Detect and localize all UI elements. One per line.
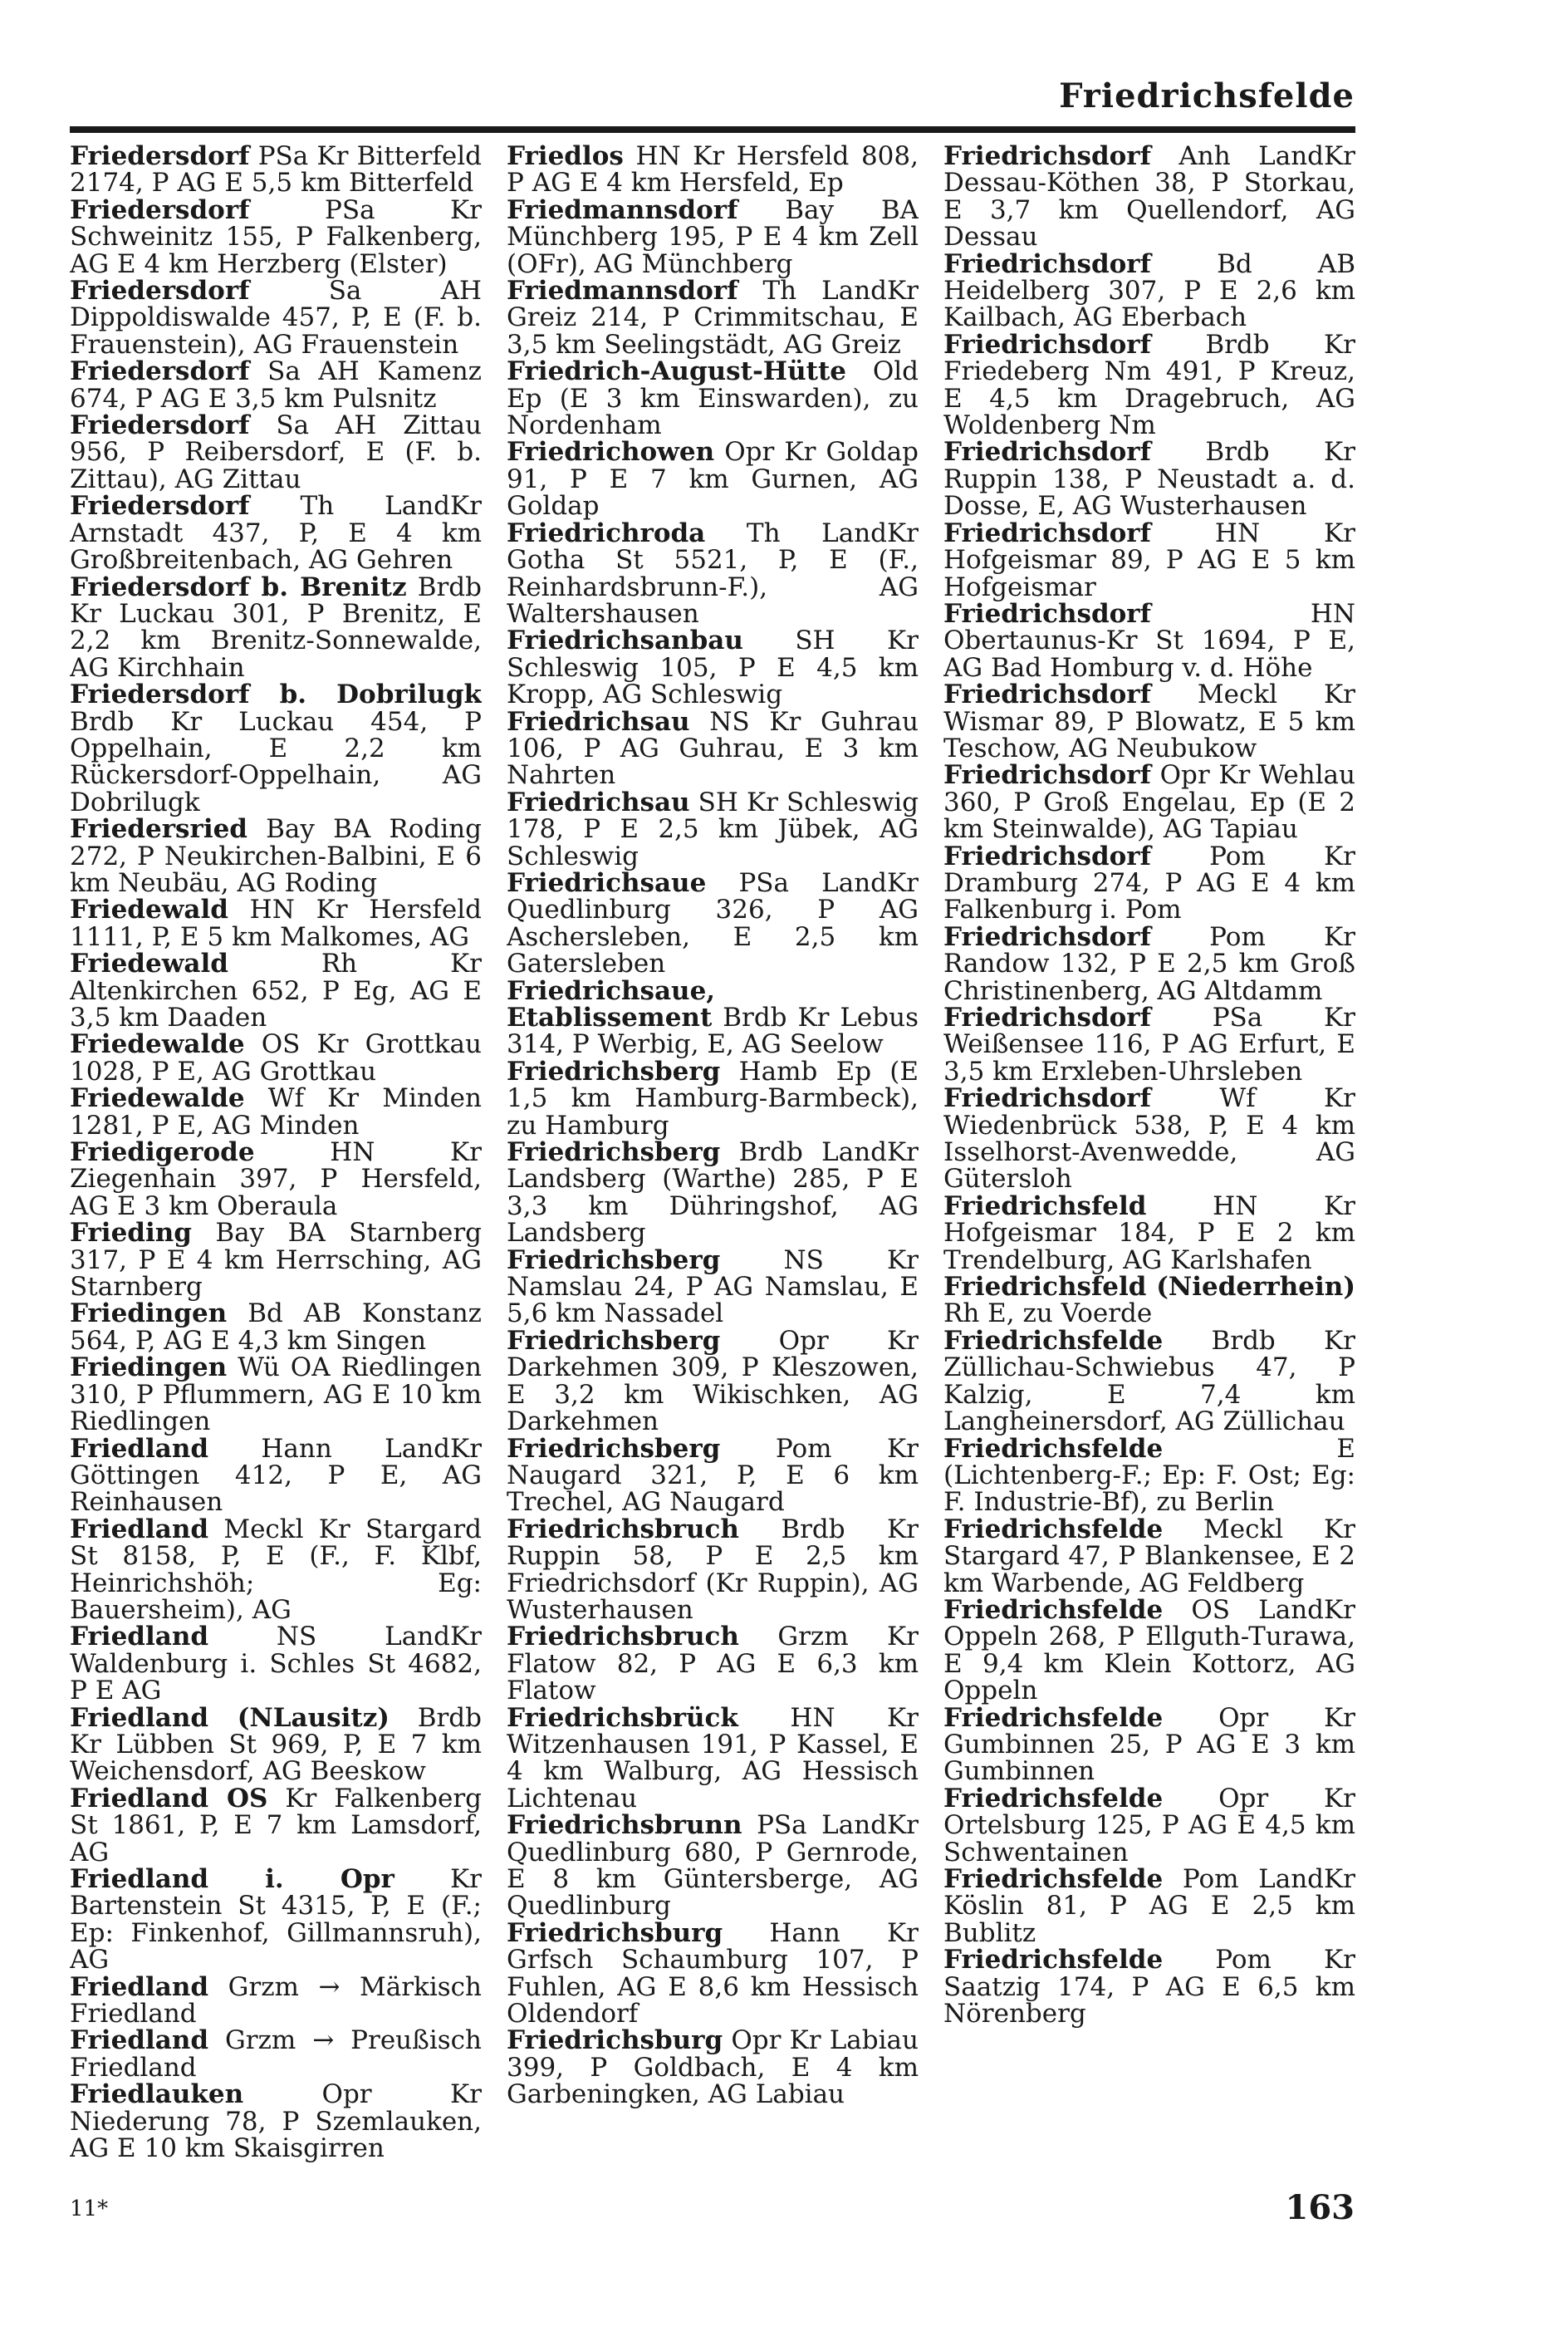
gazetteer-entry [507,1702,919,1813]
gazetteer-entry [70,1218,482,1303]
entry-details: Pom LandKr Köslin 81, P AG E 2,5 km Bublitz [943,1864,1355,1948]
entry-details: HN Kr Hersfeld 808, P AG E 4 km Hersfeld, Ep [507,143,919,199]
entry-details: OS LandKr Oppeln 268, P Ellguth-Turawa, E 9,4 km Klein Kottorz, AG Oppeln [943,1594,1355,1706]
entry-headword: Friedrichsberg [507,1056,721,1087]
entry-columns [70,143,1355,2170]
gazetteer-entry [943,1946,1355,2027]
gazetteer-entry [70,896,482,950]
gazetteer-entry [943,1004,1355,1085]
gazetteer-entry [507,194,919,279]
entry-details: Bay BA Roding 272, P Neukirchen-Balbini, E 6 km Neubäu, AG Roding [70,814,482,898]
gazetteer-entry [507,1325,919,1437]
gazetteer-entry [70,950,482,1031]
entry-details: Opr Kr Labiau 399, P Goldbach, E 4 km Garbeningken, AG Labiau [507,2025,919,2110]
entry-details: NS Kr Guhrau 106, P AG Guhrau, E 3 km Nahrten [507,706,919,791]
entry-details: Wf Kr Minden 1281, P E, AG Minden [70,1083,482,1141]
gazetteer-entry [507,706,919,791]
gazetteer-entry [507,1812,919,1920]
entry-details: Brdb Kr Ruppin 58, P E 2,5 km Friedrichsdorf (Kr Ruppin), AG Wusterhausen [507,1514,919,1625]
entry-headword: Friedrichsfeld [943,1190,1147,1221]
gazetteer-entry [943,248,1355,333]
gazetteer-entry [70,574,482,682]
gazetteer-entry [943,1190,1355,1275]
gazetteer-entry [70,1139,482,1220]
entry-details: Th LandKr Greiz 214, P Crimmitschau, E 3,5 km Seelingstädt, AG Greiz [507,276,919,360]
entry-headword: Friedrichsau [507,787,690,817]
entry-headword: Friedrichroda [507,518,706,548]
entry-headword: Friedrichsfelde [943,1514,1164,1544]
gazetteer-entry [507,867,919,979]
entry-headword: Friedrichsberg [507,1433,721,1464]
entry-headword: Friedewald [70,949,228,979]
entry-details: Pom Kr Naugard 321, P, E 6 km Trechel, AG Naugard [507,1433,919,1518]
gazetteer-entry [943,1594,1355,1706]
gazetteer-entry [943,1325,1355,1437]
entry-details: Sa AH Zittau 956, P Reibersdorf, E (F. b. Zittau), AG Zittau [70,410,482,494]
gazetteer-entry [943,921,1355,1006]
gazetteer-entry [70,2081,482,2162]
entry-headword: Friedrich-August-Hütte [507,356,846,387]
gazetteer-entry [943,437,1355,522]
entry-details: Opr Kr Darkehmen 309, P Kleszowen, E 3,2 km Wikischken, AG Darkehmen [507,1325,919,1437]
entry-details: HN Kr Hofgeismar 184, P E 2 km Trendelburg, AG Karlshafen [943,1190,1355,1275]
entry-headword: Friedmannsdorf [507,194,738,225]
entry-details: Brdb Kr Luckau 454, P Oppelhain, E 2,2 km Rückersdorf-Oppelhain, AG Dobrilugk [70,706,482,817]
entry-headword: Friedrichowen [507,437,715,468]
entry-details: NS LandKr Waldenburg i. Schles St 4682, P E AG [70,1622,482,1706]
entry-headword: Friedersdorf [70,194,250,225]
entry-headword: Friedrichsburg [507,1917,723,1948]
gazetteer-entry [70,1623,482,1704]
gazetteer-entry [943,843,1355,924]
entry-details: NS Kr Namslau 24, P AG Namslau, E 5,6 km Nassadel [507,1244,919,1329]
entry-headword: Friedrichsdorf [943,1083,1151,1114]
entry-headword: Friedland [70,2025,209,2056]
gazetteer-entry [943,1785,1355,1866]
entry-headword: Friedrichsberg [507,1137,721,1168]
entry-headword: Friedrichsfelde [943,1702,1164,1733]
gazetteer-entry [943,681,1355,762]
entry-headword: Friedrichsdorf [943,248,1151,279]
header-rule [70,126,1355,133]
entry-details: PSa Kr Bitterfeld 2174, P AG E 5,5 km Bitterfeld [70,143,482,199]
gazetteer-entry [70,1971,482,2029]
entry-details: Pom Kr Saatzig 174, P AG E 6,5 km Nörenberg [943,1945,1355,2029]
entry-headword: Friedrichsdorf [943,329,1151,360]
entry-headword: Friedmannsdorf [507,276,738,307]
entry-headword: Friedrichsfelde [943,1783,1164,1813]
entry-details: HN Kr Witzenhausen 191, P Kassel, E 4 km Walburg, AG Hessisch Lichtenau [507,1702,919,1813]
entry-headword: Friedersdorf b. Brenitz [70,572,407,602]
entry-details: Pom Kr Dramburg 274, P AG E 4 km Falkenburg i. Pom [943,841,1355,925]
entry-details: Brdb Kr Lübben St 969, P, E 7 km Weichensdorf, AG Beeskow [70,1702,482,1787]
gazetteer-entry [70,1866,482,1974]
entry-details: Opr Kr Niederung 78, P Szemlauken, AG E 10 km Skaisgirren [70,2079,482,2164]
entry-details: Rh E, zu Voerde [943,1298,1153,1329]
gazetteer-entry [507,358,919,439]
entry-headword: Friedrichsanbau [507,626,743,656]
gazetteer-entry [507,2027,919,2108]
gazetteer-entry [70,194,482,279]
gazetteer-entry [70,1433,482,1518]
gazetteer-entry [507,789,919,870]
entry-headword: Friedrichsaue [507,867,707,898]
entry-details: E (Lichtenberg-F.; Ep: F. Ost; Eg: F. Industrie-Bf), zu Berlin [943,1433,1355,1518]
entry-headword: Friedrichsfelde [943,1433,1164,1464]
entry-details: Bd AB Konstanz 564, P, AG E 4,3 km Singen [70,1298,482,1356]
running-head: Friedrichsfelde [1059,76,1355,115]
entry-headword: Friedersdorf [70,491,250,522]
gazetteer-entry [943,1433,1355,1518]
gazetteer-entry [507,143,919,197]
entry-headword: Friedewalde [70,1083,245,1114]
gazetteer-entry [507,1433,919,1518]
entry-headword: Friedland [70,1622,209,1652]
entry-details: Sa AH Dippoldiswalde 457, P, E (F. b. Frauenstein), AG Frauenstein [70,276,482,360]
entry-details: Brdb LandKr Landsberg (Warthe) 285, P E 3,3 km Dühringshof, AG Landsberg [507,1137,919,1249]
entry-headword: Friedersdorf [70,276,250,307]
gazetteer-entry [507,1244,919,1329]
entry-details: Meckl Kr Stargard 47, P Blankensee, E 2 km Warbende, AG Feldberg [943,1514,1355,1598]
column-2 [507,143,919,2170]
entry-headword: Friedrichsdorf [943,143,1151,171]
entry-details: HN Kr Ziegenhain 397, P Hersfeld, AG E 3 km Oberaula [70,1137,482,1221]
gazetteer-entry [70,358,482,412]
entry-headword: Friedlauken [70,2079,244,2110]
entry-headword: Friedrichsbruch [507,1514,739,1544]
gazetteer-entry [70,143,482,197]
gazetteer-entry [943,1516,1355,1597]
entry-headword: Friedigerode [70,1137,255,1168]
entry-headword: Friedrichsdorf [943,518,1151,548]
entry-details: Pom Kr Randow 132, P E 2,5 km Groß Christinenberg, AG Altdamm [943,921,1355,1006]
entry-details: Brdb Kr Luckau 301, P Brenitz, E 2,2 km Brenitz-Sonnewalde, AG Kirchhain [70,572,482,683]
gazetteer-entry [943,598,1355,683]
entry-details: Old Ep (E 3 km Einswarden), zu Nordenham [507,356,919,441]
entry-headword: Friedersried [70,814,247,845]
entry-details: Th LandKr Gotha St 5521, P, E (F., Reinhardsbrunn-F.), AG Waltershausen [507,518,919,629]
entry-headword: Friedrichsdorf [943,598,1151,629]
gazetteer-entry [943,331,1355,439]
entry-headword: Friedland (NLausitz) [70,1702,390,1733]
entry-headword: Friedrichsburg [507,2025,723,2056]
entry-headword: Frieding [70,1218,192,1249]
gazetteer-entry [70,277,482,358]
gazetteer-entry [943,520,1355,601]
entry-headword: Friedingen [70,1352,228,1383]
gazetteer-entry [943,1085,1355,1193]
entry-headword: Friedrichsberg [507,1325,721,1356]
entry-headword: Friedrichsaue, Etablissement [507,975,716,1033]
entry-details: Brdb Kr Ruppin 138, P Neustadt a. d. Dosse, E, AG Wusterhausen [943,437,1355,522]
entry-details: Meckl Kr Wismar 89, P Blowatz, E 5 km Teschow, AG Neubukow [943,680,1355,763]
entry-details: OS Kr Grottkau 1028, P E, AG Grottkau [70,1029,482,1087]
entry-details: Opr Kr Wehlau 360, P Groß Engelau, Ep (E 2 km Steinwalde), AG Tapiau [943,760,1355,845]
entry-details: Meckl Kr Stargard St 8158, P, E (F., F. Klbf, Heinrichshöh; Eg: Bauersheim), AG [70,1514,482,1625]
entry-headword: Friedrichsberg [507,1244,721,1275]
entry-details: Opr Kr Gumbinnen 25, P AG E 3 km Gumbinnen [943,1702,1355,1787]
entry-details: Hann LandKr Göttingen 412, P E, AG Reinhausen [70,1433,482,1518]
gazetteer-entry [70,1031,482,1085]
gazetteer-entry [507,1058,919,1139]
entry-headword: Friedrichsfelde [943,1594,1164,1625]
entry-headword: Friedingen [70,1298,228,1329]
entry-details: Grzm Kr Flatow 82, P AG E 6,3 km Flatow [507,1622,919,1706]
entry-details: Th LandKr Arnstadt 437, P, E 4 km Großbreitenbach, AG Gehren [70,491,482,576]
entry-headword: Friedrichsfelde [943,1325,1164,1356]
column-1 [70,143,482,2170]
gazetteer-entry [70,1085,482,1139]
gazetteer-entry [507,277,919,358]
entry-headword: Friedrichsbrück [507,1702,738,1733]
gazetteer-entry [943,1866,1355,1946]
page-number: 163 [1285,2188,1355,2227]
entry-details: PSa Kr Schweinitz 155, P Falkenberg, AG E 4 km Herzberg (Elster) [70,194,482,279]
gazetteer-entry [943,1702,1355,1787]
gazetteer-entry [943,143,1355,251]
entry-headword: Friedrichsdorf [943,841,1151,871]
entry-headword: Friedersdorf [70,356,250,387]
entry-headword: Friedrichsfeld (Niederrhein) [943,1272,1355,1303]
entry-headword: Friedland [70,1514,209,1544]
entry-headword: Friedrichsdorf [943,760,1151,791]
entry-headword: Friedrichsbrunn [507,1810,742,1841]
entry-details: Opr Kr Goldap 91, P E 7 km Gurnen, AG Goldap [507,437,919,522]
gazetteer-entry [507,1917,919,2029]
entry-headword: Friedersdorf [70,143,250,171]
gazetteer-entry [507,520,919,628]
entry-headword: Friedrichsbruch [507,1622,739,1652]
entry-details: SH Kr Schleswig 178, P E 2,5 km Jübek, AG Schleswig [507,787,919,871]
entry-details: Wf Kr Wiedenbrück 538, P, E 4 km Isselhorst-Avenwedde, AG Gütersloh [943,1083,1355,1195]
entry-headword: Friedland OS [70,1783,268,1813]
entry-details: Brdb Kr Friedeberg Nm 491, P Kreuz, E 4,5 km Dragebruch, AG Woldenberg Nm [943,329,1355,441]
gazetteer-entry [70,1702,482,1787]
gazetteer-entry [70,1300,482,1354]
entry-details: Hann Kr Grfsch Schaumburg 107, P Fuhlen, AG E 8,6 km Hessisch Oldendorf [507,1917,919,2029]
gazetteer-entry [70,1785,482,1866]
gazetteer-entry [507,627,919,708]
entry-headword: Friedrichsfelde [943,1864,1164,1894]
entry-details: Kr Bartenstein St 4315, P, E (F.; Ep: Finkenhof, Gillmannsruh), AG [70,1864,482,1975]
entry-details: Sa AH Kamenz 674, P AG E 3,5 km Pulsnitz [70,356,482,414]
entry-headword: Friedland [70,1971,209,2002]
entry-details: Hamb Ep (E 1,5 km Hamburg-Barmbeck), zu Hamburg [507,1056,919,1141]
entry-headword: Friedrichsdorf [943,680,1151,710]
entry-headword: Friedewalde [70,1029,245,1060]
entry-details: Brdb Kr Züllichau-Schwiebus 47, P Kalzig, E 7,4 km Langheinersdorf, AG Züllichau [943,1325,1355,1437]
entry-details: PSa LandKr Quedlinburg 680, P Gernrode, E 8 km Güntersberge, AG Quedlinburg [507,1810,919,1921]
entry-details: Rh Kr Altenkirchen 652, P Eg, AG E 3,5 km Daaden [70,949,482,1033]
gazetteer-entry [70,1354,482,1435]
gazetteer-entry [507,437,919,522]
entry-headword: Friedewald [70,895,228,925]
gazetteer-entry [507,975,919,1060]
gazetteer-entry [507,1139,919,1247]
entry-details: Opr Kr Ortelsburg 125, P AG E 4,5 km Schwentainen [943,1783,1355,1867]
entry-headword: Friedrichsfelde [943,1945,1164,1975]
column-3 [943,143,1355,2170]
entry-details: Bay BA Starnberg 317, P E 4 km Herrsching, AG Starnberg [70,1218,482,1303]
entry-details: Bd AB Heidelberg 307, P E 2,6 km Kailbach, AG Eberbach [943,248,1355,333]
entry-details: Anh LandKr Dessau-Köthen 38, P Storkau, E 3,7 km Quellendorf, AG Dessau [943,143,1355,253]
entry-headword: Friedland [70,1433,209,1464]
gazetteer-entry [70,2027,482,2081]
entry-headword: Friedrichsau [507,706,690,737]
entry-headword: Friedrichsdorf [943,921,1151,952]
entry-headword: Friedlos [507,143,624,171]
entry-headword: Friedrichsdorf [943,1003,1151,1033]
gazetteer-entry [943,760,1355,845]
gazetteer-entry [70,816,482,896]
entry-details: Grzm → Märkisch Friedland [70,1971,482,2029]
gazetteer-entry [70,412,482,493]
entry-details: Brdb Kr Lebus 314, P Werbig, E, AG Seelow [507,1003,919,1060]
entry-headword: Friedersdorf b. Dobrilugk [70,680,482,710]
entry-details: HN Kr Hofgeismar 89, P AG E 5 km Hofgeismar [943,518,1355,602]
entry-headword: Friedland i. Opr [70,1864,394,1894]
gazetteer-entry [70,491,482,576]
gazetteer-entry [70,681,482,816]
entry-headword: Friedrichsdorf [943,437,1151,468]
entry-details: HN Kr Hersfeld 1111, P, E 5 km Malkomes, AG [70,895,482,952]
entry-details: Bay BA Münchberg 195, P E 4 km Zell (OFr), AG Münchberg [507,194,919,279]
gazetteer-entry [507,1516,919,1624]
entry-headword: Friedersdorf [70,410,250,441]
entry-details: Wü OA Riedlingen 310, P Pflummern, AG E 10 km Riedlingen [70,1352,482,1437]
entry-details: Grzm → Preußisch Friedland [70,2025,482,2083]
entry-details: Kr Falkenberg St 1861, P, E 7 km Lamsdorf, AG [70,1783,482,1867]
gazetteer-entry [507,1623,919,1704]
gazetteer-entry [70,1516,482,1624]
gazetteer-entry [943,1274,1355,1328]
entry-details: PSa LandKr Quedlinburg 326, P AG Aschersleben, E 2,5 km Gatersleben [507,867,919,979]
entry-details: HN Obertaunus-Kr St 1694, P E, AG Bad Homburg v. d. Höhe [943,598,1355,683]
entry-details: SH Kr Schleswig 105, P E 4,5 km Kropp, AG Schleswig [507,626,919,710]
entry-details: PSa Kr Weißensee 116, P AG Erfurt, E 3,5 km Erxleben-Uhrsleben [943,1003,1355,1087]
printer-signature: 11* [70,2196,109,2221]
